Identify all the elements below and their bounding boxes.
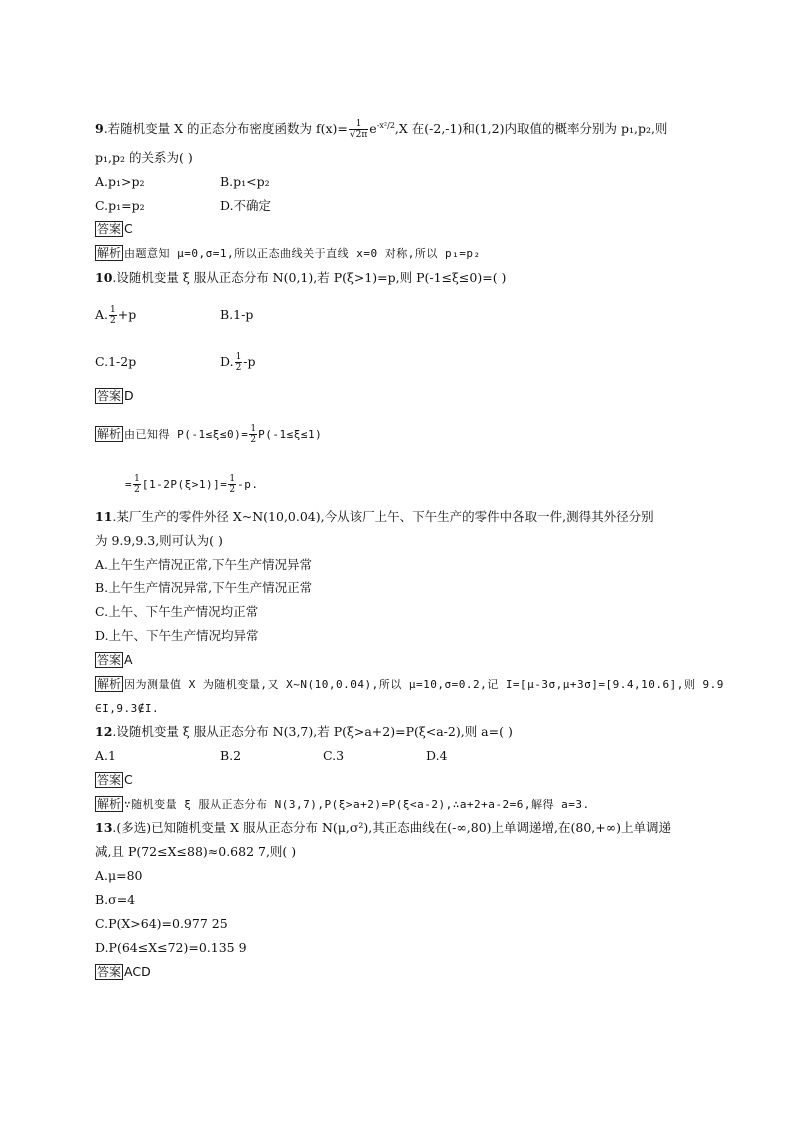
q9-option-d: D.不确定 bbox=[220, 198, 272, 213]
q10-option-a-label: A. bbox=[95, 307, 109, 322]
q12-stem-text: .设随机变量 ξ 服从正态分布 N(3,7),若 P(ξ>a+2)=P(ξ<a-2),则 a=( ) bbox=[112, 724, 513, 739]
q12-stem bbox=[95, 724, 513, 740]
frac-bottom: 2 bbox=[110, 316, 116, 326]
answer-tag: 答案 bbox=[97, 653, 122, 667]
frac-top: 1 bbox=[134, 474, 140, 484]
q9-option-b: B.p₁<p₂ bbox=[220, 174, 270, 189]
q11-answer-value: A bbox=[124, 652, 133, 667]
q11-analysis-text: 因为测量值 X 为随机变量,又 X~N(10,0.04),所以 μ=10,σ=0.2,记 I=[μ-3σ,μ+3σ]=[9.4,10.6],则 9.9 bbox=[124, 678, 724, 691]
q13-option-b: B.σ=4 bbox=[95, 892, 136, 907]
q10-option-d-fraction bbox=[235, 352, 243, 373]
q10-analysis-pre: 由已知得 P(-1≤ξ≤0)= bbox=[124, 428, 249, 441]
q11-number: 11 bbox=[95, 509, 113, 524]
q10-option-a-fraction bbox=[109, 305, 117, 326]
q10-analysis-fraction bbox=[249, 424, 257, 445]
answer-tag: 答案 bbox=[97, 965, 122, 979]
analysis-tag: 解析 bbox=[97, 677, 122, 691]
q13-option-c: C.P(X>64)=0.977 25 bbox=[95, 916, 228, 931]
q13-option-d: D.P(64≤X≤72)=0.135 9 bbox=[95, 940, 247, 955]
frac-bottom: 2 bbox=[250, 435, 257, 445]
q13-stem bbox=[95, 820, 671, 836]
answer-tag: 答案 bbox=[97, 773, 122, 787]
q10-option-d bbox=[220, 352, 256, 373]
q9-stem bbox=[95, 118, 667, 140]
q10-analysis-line2 bbox=[125, 474, 258, 495]
frac-top: 1 bbox=[235, 352, 242, 362]
q10-option-d-label: D. bbox=[220, 354, 234, 369]
frac-top: 1 bbox=[110, 305, 116, 315]
frac-bottom: 2 bbox=[229, 485, 236, 495]
q10-analysis2-fraction2 bbox=[228, 474, 236, 495]
frac-top: 1 bbox=[229, 474, 236, 484]
q10-analysis2-mid: [1-2P(ξ>1)]= bbox=[141, 478, 228, 491]
q11-option-a: A.上午生产情况正常,下午生产情况异常 bbox=[95, 557, 312, 572]
q10-answer-value: D bbox=[124, 388, 134, 403]
q12-option-b: B.2 bbox=[220, 748, 242, 763]
q11-option-c: C.上午、下午生产情况均正常 bbox=[95, 604, 259, 619]
q11-option-b: B.上午生产情况异常,下午生产情况正常 bbox=[95, 580, 313, 595]
q10-analysis bbox=[95, 424, 322, 445]
q13-stem-text: .(多选)已知随机变量 X 服从正态分布 N(μ,σ²),其正态曲线在(-∞,80)上单调递增,在(80,+∞)上单调递 bbox=[112, 820, 672, 835]
analysis-tag: 解析 bbox=[97, 246, 122, 260]
q13-number: 13 bbox=[95, 820, 113, 835]
q10-analysis-post: P(-1≤ξ≤1) bbox=[258, 428, 323, 441]
q10-analysis2-eq: = bbox=[125, 478, 133, 491]
frac-bottom: 2 bbox=[235, 363, 242, 373]
q9-stem-suffix: ,X 在(-2,-1)和(1,2)内取值的概率分别为 p₁,p₂,则 bbox=[394, 121, 668, 137]
q9-analysis-text: 由题意知 μ=0,σ=1,所以正态曲线关于直线 x=0 对称,所以 p₁=p₂ bbox=[124, 247, 481, 260]
answer-tag: 答案 bbox=[97, 222, 122, 236]
q13-answer bbox=[95, 964, 151, 980]
q11-stem-text: .某厂生产的零件外径 X~N(10,0.04),今从该厂上午、下午生产的零件中各取一件,测得其外径分别 bbox=[112, 509, 654, 524]
q11-analysis bbox=[95, 676, 724, 693]
q10-number: 10 bbox=[95, 270, 113, 285]
q9-option-c: C.p₁=p₂ bbox=[95, 198, 145, 213]
analysis-tag: 解析 bbox=[97, 427, 122, 441]
analysis-tag: 解析 bbox=[97, 797, 122, 811]
q10-analysis2-post: -p. bbox=[237, 478, 259, 491]
q13-answer-value: ACD bbox=[124, 964, 151, 979]
q9-answer bbox=[95, 221, 133, 237]
q13-stem-line2: 减,且 P(72≤X≤88)≈0.682 7,则( ) bbox=[95, 844, 297, 859]
q12-option-d: D.4 bbox=[426, 748, 448, 763]
q9-fraction bbox=[349, 119, 368, 140]
q10-stem-text: .设随机变量 ξ 服从正态分布 N(0,1),若 P(ξ>1)=p,则 P(-1≤ξ≤0)=( ) bbox=[112, 270, 507, 285]
frac-top: 1 bbox=[250, 424, 257, 434]
q9-exp-base: e bbox=[369, 121, 377, 137]
q10-option-b: B.1-p bbox=[220, 307, 254, 322]
answer-tag: 答案 bbox=[97, 389, 122, 403]
q9-frac-top: 1 bbox=[349, 119, 368, 130]
q9-exp-sup: -x²/2 bbox=[376, 121, 395, 130]
frac-bottom: 2 bbox=[134, 485, 140, 495]
q10-answer bbox=[95, 388, 134, 404]
q12-option-c: C.3 bbox=[323, 748, 345, 763]
q10-option-a bbox=[95, 305, 136, 326]
q9-analysis bbox=[95, 245, 481, 262]
q11-analysis-line2 bbox=[95, 700, 159, 717]
q10-option-c: C.1-2p bbox=[95, 354, 137, 369]
q9-number: 9 bbox=[95, 121, 104, 137]
q12-analysis bbox=[95, 796, 590, 813]
q10-analysis2-fraction bbox=[133, 474, 141, 495]
q11-option-d: D.上午、下午生产情况均异常 bbox=[95, 628, 259, 643]
q9-stem-line2: p₁,p₂ 的关系为( ) bbox=[95, 150, 193, 165]
q12-answer bbox=[95, 772, 133, 788]
q11-answer bbox=[95, 652, 133, 668]
q10-option-a-rest: +p bbox=[117, 307, 137, 322]
q10-stem bbox=[95, 270, 506, 286]
q9-answer-value: C bbox=[124, 221, 133, 236]
q9-option-a: A.p₁>p₂ bbox=[95, 174, 145, 189]
q11-stem-line2: 为 9.9,9.3,则可认为( ) bbox=[95, 533, 223, 548]
q13-option-a: A.μ=80 bbox=[95, 868, 143, 883]
q12-answer-value: C bbox=[124, 772, 133, 787]
q9-stem-prefix: .若随机变量 X 的正态分布密度函数为 f(x)= bbox=[103, 121, 348, 137]
q12-analysis-text: ∵随机变量 ξ 服从正态分布 N(3,7),P(ξ>a+2)=P(ξ<a-2),∴a+2+a-2=6,解得 a=3. bbox=[124, 798, 590, 811]
q11-analysis-text2: ∈I,9.3∉I. bbox=[95, 702, 160, 715]
q9-frac-bottom: √2π bbox=[349, 130, 368, 141]
q12-number: 12 bbox=[95, 724, 113, 739]
q10-option-d-rest: -p bbox=[243, 354, 256, 369]
q12-option-a: A.1 bbox=[95, 748, 116, 763]
q11-stem bbox=[95, 509, 654, 525]
